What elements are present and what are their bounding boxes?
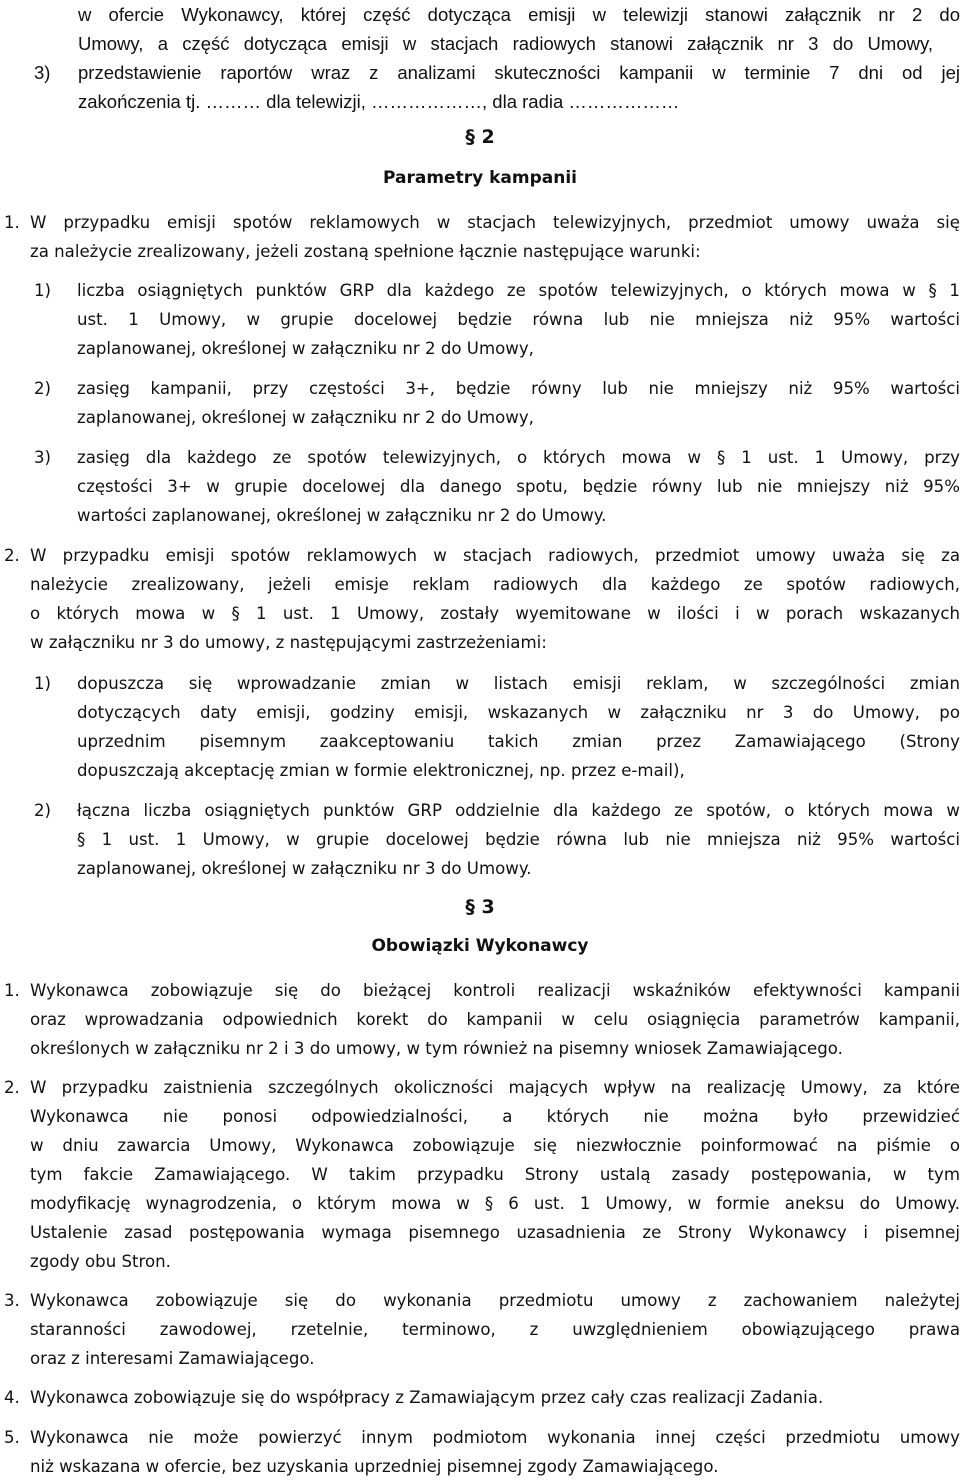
list-item-line: zaplanowanej, określonej w załączniku nr 2 do Umowy, (77, 408, 534, 427)
paragraph-line: W przypadku emisji spotów reklamowych w stacjach radiowych, przedmiot umowy uważa się za (30, 546, 960, 565)
list-item-number: 3) (34, 448, 52, 467)
list-item-line: zasięg kampanii, przy częstości 3+, będzie równy lub nie mniejszy niż 95% wartości (77, 379, 960, 398)
paragraph-line: Wykonawca zobowiązuje się do współpracy z Zamawiającym przez cały czas realizacji Zadania. (30, 1388, 824, 1407)
section-2-heading: § 2 (465, 126, 495, 148)
intro-item-3-line-2: zakończenia tj. ……… dla telewizji, ………………, dla radia ……………… (78, 91, 680, 112)
paragraph-line: tym fakcie Zamawiającego. W takim przypadku Strony ustalą zasady postępowania, w tym (30, 1165, 960, 1184)
list-item-number: 1) (34, 674, 52, 693)
paragraph-line: w załączniku nr 3 do umowy, z następującymi zastrzeżeniami: (30, 633, 547, 652)
list-item-line: łączna liczba osiągniętych punktów GRP oddzielnie dla każdego ze spotów, o których mowa w (77, 801, 960, 820)
list-item-line: dopuszcza się wprowadzanie zmian w listach emisji reklam, w szczególności zmian (77, 674, 960, 693)
paragraph-line: W przypadku emisji spotów reklamowych w stacjach telewizyjnych, przedmiot umowy uważa się (30, 213, 960, 232)
list-item-line: zaplanowanej, określonej w załączniku nr 2 do Umowy, (77, 339, 534, 358)
paragraph-line: o których mowa w § 1 ust. 1 Umowy, zostały wyemitowane w ilości i w porach wskazanych (30, 604, 960, 623)
paragraph-line: określonych w załączniku nr 2 i 3 do umowy, w tym również na pisemny wniosek Zamawiającego. (30, 1039, 843, 1058)
paragraph-number: 3. (4, 1291, 20, 1310)
list-item-number: 1) (34, 281, 52, 300)
paragraph-number: 1. (4, 981, 20, 1000)
paragraph-number: 2. (4, 546, 20, 565)
list-item-line: uprzednim pisemnym zaakceptowaniu takich zmian przez Zamawiającego (Strony (77, 732, 960, 751)
intro-line-2: Umowy, a część dotycząca emisji w stacjach radiowych stanowi załącznik nr 3 do Umowy, (78, 33, 933, 54)
paragraph-line: W przypadku zaistnienia szczególnych okoliczności mających wpływ na realizację Umowy, za które (30, 1078, 960, 1097)
list-item-line: dotyczących daty emisji, godziny emisji, wskazanych w załączniku nr 3 do Umowy, po (77, 703, 960, 722)
list-item-line: częstości 3+ w grupie docelowej dla danego spotu, będzie równy lub nie mniejszy niż 95% (77, 477, 960, 496)
section-2-title: Parametry kampanii (383, 168, 577, 188)
list-item-line: dopuszczają akceptację zmian w formie elektronicznej, np. przez e-mail), (77, 761, 685, 780)
list-item-line: zasięg dla każdego ze spotów telewizyjnych, o których mowa w § 1 ust. 1 Umowy, przy (77, 448, 960, 467)
paragraph-line: w dniu zawarcia Umowy, Wykonawca zobowiązuje się niezwłocznie poinformować na piśmie o (30, 1136, 960, 1155)
paragraph-number: 2. (4, 1078, 20, 1097)
paragraph-line: Wykonawca nie może powierzyć innym podmiotom wykonania innej części przedmiotu umowy (30, 1428, 960, 1447)
list-item-number: 2) (34, 379, 52, 398)
paragraph-line: zgody obu Stron. (30, 1252, 171, 1271)
paragraph-line: Wykonawca nie ponosi odpowiedzialności, a których nie można było przewidzieć (30, 1107, 960, 1126)
paragraph-line: niż wskazana w ofercie, bez uzyskania uprzedniej pisemnej zgody Zamawiającego. (30, 1457, 719, 1476)
intro-item-3-number: 3) (34, 62, 51, 83)
list-item-line: § 1 ust. 1 Umowy, w grupie docelowej będzie równa lub nie mniejsza niż 95% wartości (77, 830, 960, 849)
paragraph-line: Ustalenie zasad postępowania wymaga pisemnego uzasadnienia ze Strony Wykonawcy i pisemnej (30, 1223, 960, 1242)
list-item-line: zaplanowanej, określonej w załączniku nr 3 do Umowy. (77, 859, 532, 878)
paragraph-number: 5. (4, 1428, 20, 1447)
section-3-heading: § 3 (465, 896, 495, 918)
paragraph-line: Wykonawca zobowiązuje się do bieżącej kontroli realizacji wskaźników efektywności kampanii (30, 981, 960, 1000)
paragraph-line: modyfikację wynagrodzenia, o którym mowa w § 6 ust. 1 Umowy, w formie aneksu do Umowy. (30, 1194, 960, 1213)
paragraph-line: oraz z interesami Zamawiającego. (30, 1349, 315, 1368)
paragraph-line: za należycie zrealizowany, jeżeli zostaną spełnione łącznie następujące warunki: (30, 242, 701, 261)
intro-line-1: w ofercie Wykonawcy, której część dotycząca emisji w telewizji stanowi załącznik nr 2 do (78, 4, 960, 25)
paragraph-number: 1. (4, 213, 20, 232)
paragraph-line: staranności zawodowej, rzetelnie, terminowo, z uwzględnieniem obowiązującego prawa (30, 1320, 960, 1339)
section-3-title: Obowiązki Wykonawcy (371, 936, 589, 956)
list-item-line: ust. 1 Umowy, w grupie docelowej będzie równa lub nie mniejsza niż 95% wartości (77, 310, 960, 329)
list-item-line: wartości zaplanowanej, określonej w załączniku nr 2 do Umowy. (77, 506, 607, 525)
list-item-number: 2) (34, 801, 52, 820)
paragraph-line: Wykonawca zobowiązuje się do wykonania przedmiotu umowy z zachowaniem należytej (30, 1291, 960, 1310)
intro-item-3-line-1: przedstawienie raportów wraz z analizami skuteczności kampanii w terminie 7 dni od jej (78, 62, 960, 83)
paragraph-line: oraz wprowadzania odpowiednich korekt do kampanii w celu osiągnięcia parametrów kampanii, (30, 1010, 960, 1029)
list-item-line: liczba osiągniętych punktów GRP dla każdego ze spotów telewizyjnych, o których mowa w § 1 (77, 281, 960, 300)
paragraph-number: 4. (4, 1388, 20, 1407)
paragraph-line: należycie zrealizowany, jeżeli emisje reklam radiowych dla każdego ze spotów radiowych, (30, 575, 960, 594)
